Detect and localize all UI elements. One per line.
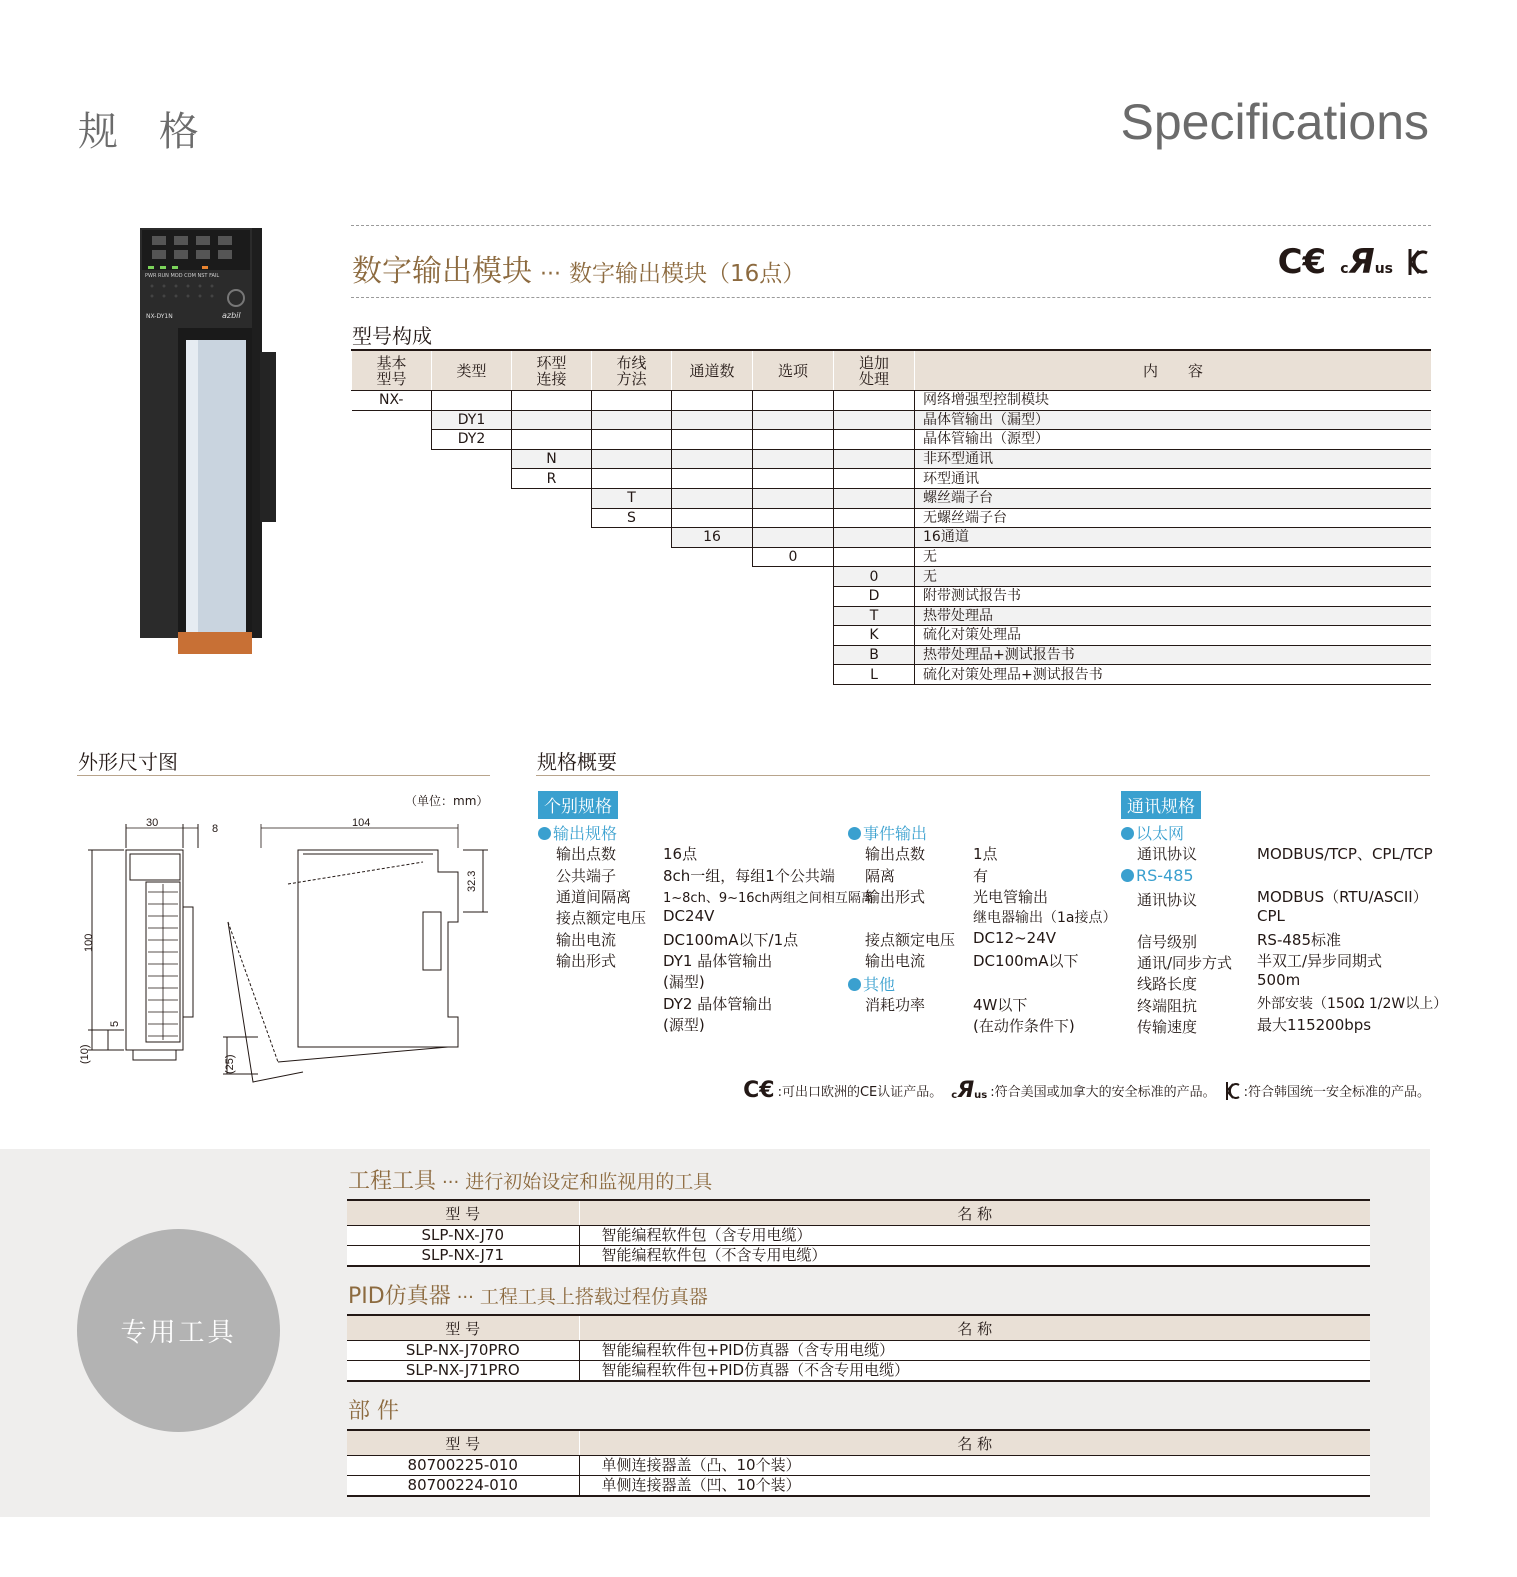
- dim-w8: 8: [212, 823, 219, 835]
- spec-value: 外部安装（150Ω 1/2W以上）: [1257, 996, 1448, 1012]
- table-row: [352, 449, 1432, 469]
- model-content: 无螺丝端子台: [915, 508, 1432, 528]
- spec-label: 传输速度: [1137, 1018, 1198, 1036]
- spec-label: 输出形式: [865, 888, 926, 906]
- cert-marks: [1277, 242, 1429, 282]
- kc-mark-icon: [1407, 247, 1429, 277]
- table-row: 80700224-010 单侧连接器盖（凹、10个装）: [347, 1476, 1370, 1497]
- dimensions-title: 外形尺寸图: [78, 750, 178, 774]
- spec-label: 通讯协议: [1137, 845, 1198, 863]
- col-model-header: 型 号: [347, 1430, 579, 1456]
- spec-value: DY1 晶体管输出: [663, 952, 773, 970]
- cert-notes: [743, 1078, 1430, 1103]
- model-config-title: 型号构成: [352, 324, 432, 348]
- spec-value: 500m: [1257, 971, 1301, 989]
- spec-label: 输出点数: [865, 845, 926, 863]
- model-code: 16: [672, 528, 753, 548]
- table-row: [352, 626, 1432, 646]
- spec-label: 输出电流: [865, 952, 926, 970]
- dimensions-divider: [77, 775, 490, 776]
- page-title-cn: 规 格: [78, 109, 213, 155]
- model-code: 0: [753, 547, 834, 567]
- rs485-heading: RS-485: [1121, 866, 1194, 885]
- col-name-header: 名 称: [579, 1430, 1370, 1456]
- brand-logo: azbil: [222, 311, 241, 320]
- spec-label: 公共端子: [556, 867, 617, 885]
- model-content: 晶体管输出（漏型）: [915, 410, 1432, 430]
- model-code: N: [512, 449, 592, 469]
- spec-value: 1点: [973, 845, 998, 863]
- spec-value: RS-485标准: [1257, 931, 1341, 949]
- model-code: T: [592, 488, 672, 508]
- tools-table-parts: [347, 1429, 1370, 1497]
- spec-value: 光电管输出: [973, 888, 1049, 906]
- table-row: [352, 430, 1432, 450]
- model-code: L: [834, 665, 915, 685]
- model-content: 热带处理品+测试报告书: [915, 645, 1432, 665]
- dim-h25: (25): [224, 1054, 236, 1074]
- dim-h10: (10): [79, 1044, 91, 1064]
- model-code: DY2: [432, 430, 512, 450]
- individual-spec-tag: 个别规格: [538, 791, 618, 819]
- dim-w30: 30: [146, 817, 159, 829]
- unit-note: （单位：mm）: [405, 794, 489, 808]
- bullet-icon: [848, 827, 861, 840]
- table-row: [352, 528, 1432, 548]
- model-content: 环型通讯: [915, 469, 1432, 489]
- table-row: [352, 606, 1432, 626]
- spec-label: 输出电流: [556, 931, 617, 949]
- dim-h5: 5: [109, 1020, 121, 1027]
- module-label: NX-DY1N: [146, 313, 173, 320]
- spec-value: 4W以下: [973, 996, 1028, 1014]
- spec-label: 接点额定电压: [865, 931, 956, 949]
- model-code: B: [834, 645, 915, 665]
- spec-label: 通道间隔离: [556, 888, 632, 906]
- model-config-header: 布线 方法: [592, 350, 672, 391]
- spec-value: MODBUS（RTU/ASCII）: [1257, 888, 1428, 906]
- dim-w104: 104: [352, 817, 371, 829]
- spec-label: 线路长度: [1137, 975, 1198, 993]
- tool-group-title: 工程工具 ··· 进行初始设定和监视用的工具: [348, 1169, 713, 1194]
- page-title-en: Specifications: [1120, 94, 1429, 150]
- spec-label: 通讯/同步方式: [1137, 954, 1233, 972]
- col-model-header: 型 号: [347, 1200, 579, 1226]
- model-config-header: 环型 连接: [512, 350, 592, 391]
- spec-value: DC24V: [663, 907, 715, 925]
- spec-label: 隔离: [865, 867, 896, 885]
- dimension-drawing: [78, 812, 488, 1092]
- model-code: NX-: [352, 391, 432, 411]
- spec-value: DC100mA以下/1点: [663, 931, 799, 949]
- table-row: [352, 547, 1432, 567]
- spec-value: CPL: [1257, 907, 1285, 925]
- spec-value: 最大115200bps: [1257, 1016, 1372, 1034]
- model-content: 附带测试报告书: [915, 586, 1432, 606]
- event-output-heading: 事件输出: [848, 821, 927, 844]
- product-title: 数字输出模块 ··· 数字输出模块（16点）: [352, 254, 806, 289]
- spec-value: 8ch一组，每组1个公共端: [663, 867, 835, 885]
- dashed-divider-top: [351, 225, 1431, 226]
- bullet-icon: [1121, 869, 1134, 882]
- table-row: [352, 665, 1432, 685]
- product-photo: [130, 222, 290, 662]
- col-name-header: 名 称: [579, 1200, 1370, 1226]
- kc-mark-icon: [1225, 1081, 1241, 1101]
- tool-group-title: PID仿真器 ··· 工程工具上搭载过程仿真器: [348, 1284, 708, 1309]
- spec-value: DC100mA以下: [973, 952, 1079, 970]
- comm-spec-tag: 通讯规格: [1121, 791, 1201, 819]
- spec-value: 16点: [663, 845, 698, 863]
- model-config-header: 通道数: [672, 350, 753, 391]
- model-content: 非环型通讯: [915, 449, 1432, 469]
- model-code: K: [834, 626, 915, 646]
- model-config-header: 类型: [432, 350, 512, 391]
- table-row: [352, 645, 1432, 665]
- model-content: 网络增强型控制模块: [915, 391, 1432, 411]
- spec-label: 信号级别: [1137, 933, 1198, 951]
- table-row: SLP-NX-J70PRO 智能编程软件包+PID仿真器（含专用电缆）: [347, 1341, 1370, 1361]
- model-content: 无: [915, 547, 1432, 567]
- svg-text:PWR RUN MOD COM NST FAIL: PWR RUN MOD COM NST FAIL: [145, 273, 220, 279]
- model-config-table: [351, 349, 1431, 685]
- bullet-icon: [1121, 827, 1134, 840]
- spec-divider: [536, 775, 1430, 776]
- col-model-header: 型 号: [347, 1315, 579, 1341]
- table-row: [352, 567, 1432, 587]
- tools-table-pid: [347, 1314, 1370, 1382]
- spec-label: 终端阻抗: [1137, 997, 1198, 1015]
- table-row: [352, 508, 1432, 528]
- ul-mark-icon: c Я us: [1340, 242, 1393, 282]
- ul-note: :符合美国或加拿大的安全标准的产品。: [990, 1085, 1216, 1100]
- dashed-divider-bottom: [351, 297, 1431, 298]
- tools-circle: 专用工具: [77, 1229, 280, 1432]
- model-config-header: 追加 处理: [834, 350, 915, 391]
- table-row: [352, 488, 1432, 508]
- spec-value: DC12~24V: [973, 929, 1057, 947]
- spec-value: DY2 晶体管输出: [663, 995, 773, 1013]
- other-heading: 其他: [848, 972, 895, 995]
- output-spec-heading: 输出规格: [538, 821, 617, 844]
- ce-mark-icon: C€: [1277, 242, 1327, 282]
- tools-table-engineering: [347, 1199, 1370, 1267]
- spec-value: (在动作条件下): [973, 1017, 1075, 1035]
- model-code: R: [512, 469, 592, 489]
- table-row: [352, 391, 1432, 411]
- model-content: 晶体管输出（源型）: [915, 430, 1432, 450]
- table-row: 80700225-010 单侧连接器盖（凸、10个装）: [347, 1456, 1370, 1476]
- model-code: S: [592, 508, 672, 528]
- table-row: SLP-NX-J71 智能编程软件包（不含专用电缆）: [347, 1246, 1370, 1267]
- spec-value: 1~8ch、9~16ch两组之间相互隔离: [663, 891, 874, 906]
- table-row: [352, 469, 1432, 489]
- model-content: 硫化对策处理品: [915, 626, 1432, 646]
- col-name-header: 名 称: [579, 1315, 1370, 1341]
- model-content: 无: [915, 567, 1432, 587]
- bullet-icon: [848, 978, 861, 991]
- table-row: SLP-NX-J70 智能编程软件包（含专用电缆）: [347, 1226, 1370, 1246]
- model-code: T: [834, 606, 915, 626]
- spec-label: 接点额定电压: [556, 909, 647, 927]
- ce-mark-icon: C€: [743, 1078, 775, 1103]
- dim-h100: 100: [83, 933, 95, 952]
- model-code: 0: [834, 567, 915, 587]
- model-code: DY1: [432, 410, 512, 430]
- spec-value: 有: [973, 867, 989, 885]
- ul-mark-icon: c Я us: [951, 1077, 988, 1103]
- spec-label: 输出点数: [556, 845, 617, 863]
- spec-value: (漏型): [663, 973, 705, 991]
- ce-note: :可出口欧洲的CE认证产品。: [777, 1085, 943, 1100]
- spec-label: 输出形式: [556, 952, 617, 970]
- spec-label: 消耗功率: [865, 996, 926, 1014]
- model-config-header: 内 容: [915, 350, 1432, 391]
- model-content: 热带处理品: [915, 606, 1432, 626]
- spec-value: 半双工/异步同期式: [1257, 952, 1383, 970]
- model-content: 硫化对策处理品+测试报告书: [915, 665, 1432, 685]
- model-content: 螺丝端子台: [915, 488, 1432, 508]
- spec-value: (源型): [663, 1016, 705, 1034]
- model-content: 16通道: [915, 528, 1432, 548]
- dim-h32: 32.3: [466, 870, 478, 892]
- bullet-icon: [538, 827, 551, 840]
- spec-value: MODBUS/TCP、CPL/TCP: [1257, 845, 1433, 863]
- model-config-header: 选项: [753, 350, 834, 391]
- model-code: D: [834, 586, 915, 606]
- kc-note: :符合韩国统一安全标准的产品。: [1243, 1085, 1430, 1100]
- spec-title: 规格概要: [537, 750, 617, 774]
- tool-group-title: 部 件: [348, 1399, 399, 1424]
- table-row: [352, 410, 1432, 430]
- ethernet-heading: 以太网: [1121, 821, 1184, 844]
- model-config-header: 基本 型号: [352, 350, 432, 391]
- table-row: SLP-NX-J71PRO 智能编程软件包+PID仿真器（不含专用电缆）: [347, 1361, 1370, 1382]
- spec-value: 继电器输出（1a接点）: [973, 910, 1117, 926]
- spec-label: 通讯协议: [1137, 891, 1198, 909]
- table-row: [352, 586, 1432, 606]
